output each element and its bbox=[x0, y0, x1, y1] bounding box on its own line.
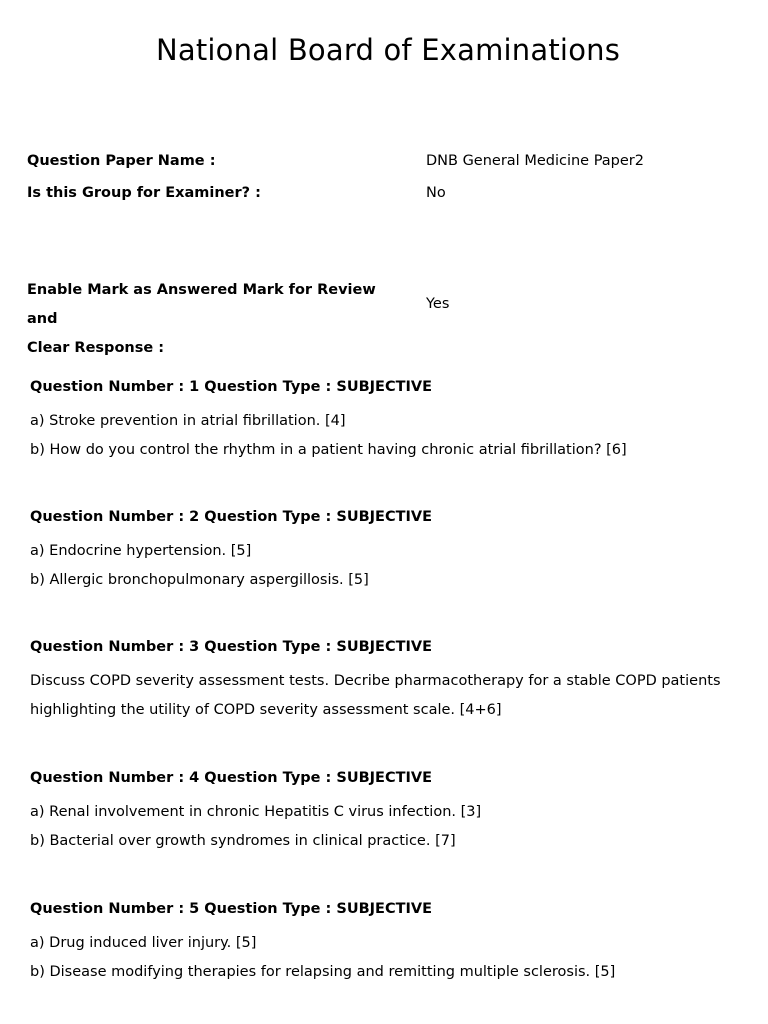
question-block-2 bbox=[30, 507, 730, 595]
meta-row-paper-name bbox=[27, 147, 747, 176]
page-title: National Board of Examinations bbox=[155, 33, 621, 67]
meta-row-examiner bbox=[27, 179, 747, 208]
question-block-4 bbox=[30, 768, 730, 856]
question-part-a: a) Endocrine hypertension. [5] bbox=[30, 543, 252, 559]
question-block-3 bbox=[30, 637, 730, 725]
enable-mark-label-line2: Clear Response : bbox=[27, 340, 165, 356]
enable-mark-label-line1: Enable Mark as Answered Mark for Review and bbox=[27, 282, 376, 327]
question-block-5 bbox=[30, 899, 730, 987]
question-part-b: b) Disease modifying therapies for relapsing and remitting multiple sclerosis. [5] bbox=[30, 964, 616, 980]
question-part-b: b) Bacterial over growth syndromes in clinical practice. [7] bbox=[30, 833, 456, 849]
meta-row-enable-mark bbox=[27, 276, 747, 356]
question-part-b: b) How do you control the rhythm in a patient having chronic atrial fibrillation? [6] bbox=[30, 442, 627, 458]
examiner-label: Is this Group for Examiner? : bbox=[27, 185, 261, 201]
paper-name-label: Question Paper Name : bbox=[27, 153, 216, 169]
paper-name-value: DNB General Medicine Paper2 bbox=[426, 153, 644, 169]
examiner-value: No bbox=[426, 185, 446, 201]
question-header: Question Number : 1 Question Type : SUBJECTIVE bbox=[30, 379, 433, 395]
question-part-a: a) Stroke prevention in atrial fibrillation. [4] bbox=[30, 413, 346, 429]
question-block-1 bbox=[30, 377, 730, 465]
question-header: Question Number : 3 Question Type : SUBJECTIVE bbox=[30, 639, 433, 655]
question-text-line-1: Discuss COPD severity assessment tests. Decribe pharmacotherapy for a stable COPD patients bbox=[30, 673, 721, 689]
enable-mark-label bbox=[27, 276, 407, 363]
question-part-a: a) Renal involvement in chronic Hepatitis C virus infection. [3] bbox=[30, 804, 482, 820]
question-header: Question Number : 5 Question Type : SUBJECTIVE bbox=[30, 901, 433, 917]
enable-mark-value: Yes bbox=[426, 296, 450, 312]
question-text-line-2: highlighting the utility of COPD severity assessment scale. [4+6] bbox=[30, 702, 502, 718]
question-header: Question Number : 2 Question Type : SUBJECTIVE bbox=[30, 509, 433, 525]
question-header: Question Number : 4 Question Type : SUBJECTIVE bbox=[30, 770, 433, 786]
question-part-a: a) Drug induced liver injury. [5] bbox=[30, 935, 257, 951]
question-part-b: b) Allergic bronchopulmonary aspergillosis. [5] bbox=[30, 572, 369, 588]
